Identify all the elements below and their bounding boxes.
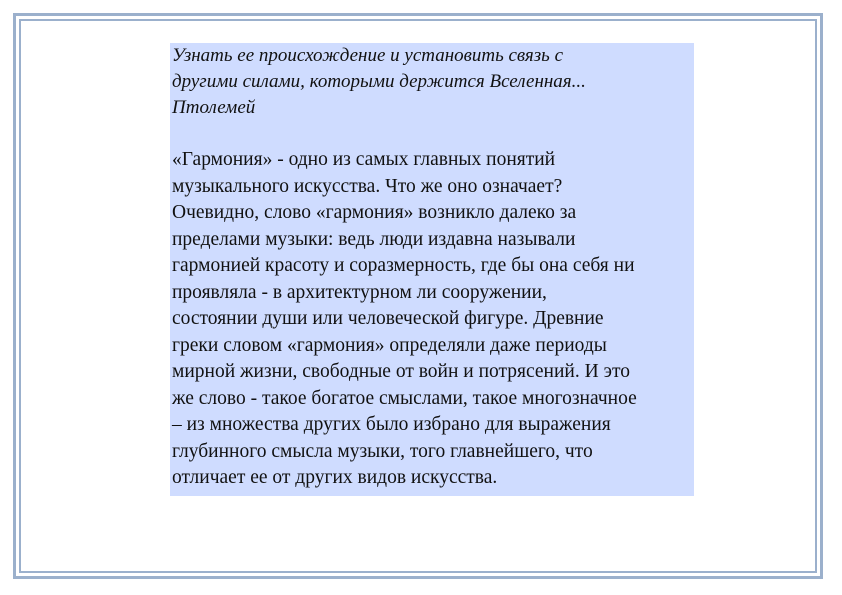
paragraph-line: же слово - такое богатое смыслами, такое многозначное [172,387,637,409]
paragraph-line: Очевидно, слово «гармония» возникло далеко за [172,202,577,223]
paragraph-line: «Гармония» - одно из самых главных понятий [172,149,556,170]
paragraph-line: мирной жизни, свободные от войн и потрясений. И это [172,361,630,382]
spacer [172,121,694,147]
epigraph-author: Птолемей [172,97,256,118]
paragraph-line: глубинного смысла музыки, того главнейшего, что [172,440,593,462]
paragraph-line: – из множества других было избрано для выражения [172,414,611,435]
main-paragraph [172,147,694,492]
paragraph-line: музыкального искусства. Что же оно означает? [172,175,563,197]
paragraph-line: гармонией красоту и соразмерность, где бы она себя ни [172,255,635,276]
epigraph-line: другими силами, которыми держится Вселенная... [172,71,586,92]
paragraph-line: состоянии души или человеческой фигуре. Древние [172,308,604,329]
text-block [170,43,694,496]
epigraph [172,43,694,121]
paragraph-line: проявляла - в архитектурном ли сооружении, [172,281,547,303]
paragraph-line: пределами музыки: ведь люди издавна называли [172,228,576,250]
paragraph-line: греки словом «гармония» определяли даже периоды [172,334,607,356]
paragraph-line: отличает ее от других видов искусства. [172,467,498,488]
epigraph-line: Узнать ее происхождение и установить связь с [172,45,564,66]
